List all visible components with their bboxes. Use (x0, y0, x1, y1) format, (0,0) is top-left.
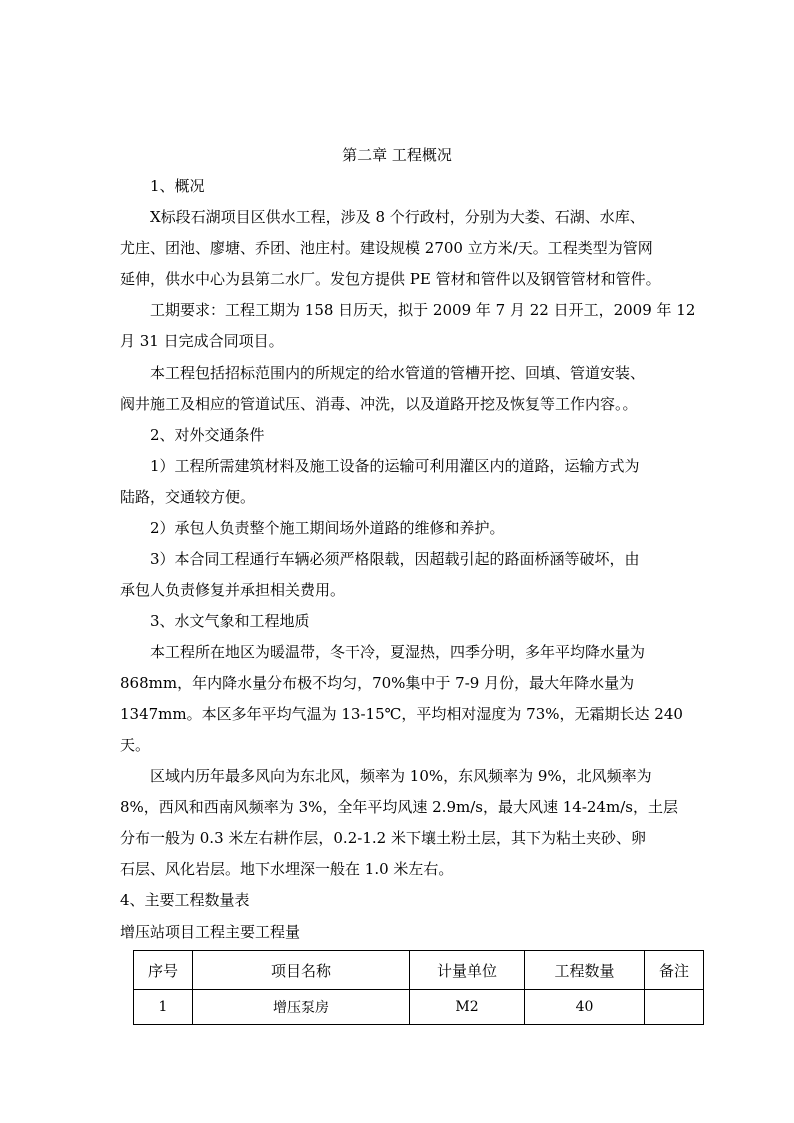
paragraph-line: 8%，西风和西南风频率为 3%，全年平均风速 2.9m/s，最大风速 14-24m/s，土层 (120, 798, 678, 816)
cell-unit: M2 (410, 990, 525, 1025)
table-header-row (134, 951, 704, 990)
header-cell-unit: 计量单位 (410, 951, 525, 990)
paragraph-line: X标段石湖项目区供水工程，涉及 8 个行政村，分别为大娄、石湖、水库、 (150, 208, 645, 226)
paragraph-line: 1）工程所需建筑材料及施工设备的运输可利用灌区内的道路，运输方式为 (150, 457, 640, 475)
paragraph-line: 承包人负责修复并承担相关费用。 (120, 581, 346, 599)
paragraph-line: 4、主要工程数量表 (120, 891, 250, 909)
quantity-table (133, 950, 704, 1025)
header-cell-remark: 备注 (645, 951, 704, 990)
paragraph-line: 本工程包括招标范围内的所规定的给水管道的管槽开挖、回填、管道安装、 (150, 364, 646, 382)
cell-item: 增压泵房 (193, 990, 410, 1025)
paragraph-line: 3）本合同工程通行车辆必须严格限载，因超载引起的路面桥涵等破坏，由 (150, 550, 640, 568)
paragraph-line: 延伸，供水中心为县第二水厂。发包方提供 PE 管材和管件以及钢管管材和管件。 (120, 270, 661, 288)
paragraph-line: 工期要求：工程工期为 158 日历天，拟于 2009 年 7 月 22 日开工，2009 年 12 (150, 301, 696, 319)
paragraph-line: 本工程所在地区为暖温带，冬干冷，夏湿热，四季分明，多年平均降水量为 (150, 643, 646, 661)
paragraph-line: 3、水文气象和工程地质 (150, 612, 310, 630)
header-cell-item: 项目名称 (193, 951, 410, 990)
paragraph-line: 868mm，年内降水量分布极不均匀，70%集中于 7-9 月份，最大年降水量为 (120, 674, 635, 692)
cell-quantity: 40 (525, 990, 645, 1025)
cell-no: 1 (134, 990, 193, 1025)
paragraph-line: 陆路，交通较方便。 (120, 488, 256, 506)
header-cell-no: 序号 (134, 951, 193, 990)
paragraph-line: 2、对外交通条件 (150, 426, 265, 444)
paragraph-line: 分布一般为 0.3 米左右耕作层，0.2-1.2 米下壤土粉土层，其下为粘土夹砂、卵 (120, 829, 646, 847)
paragraph-line: 1347mm。本区多年平均气温为 13-15℃，平均相对湿度为 73%，无霜期长达 240 (120, 705, 683, 723)
paragraph-line: 1、概况 (150, 177, 205, 195)
table-row (134, 990, 704, 1025)
header-cell-quantity: 工程数量 (525, 951, 645, 990)
paragraph-line: 天。 (120, 736, 151, 754)
paragraph-line: 石层、风化岩层。地下水埋深一般在 1.0 米左右。 (120, 860, 454, 878)
cell-remark (645, 990, 704, 1025)
paragraph-line: 2）承包人负责整个施工期间场外道路的维修和养护。 (150, 519, 505, 537)
paragraph-line: 月 31 日完成合同项目。 (120, 332, 284, 350)
paragraph-line: 区域内历年最多风向为东北风，频率为 10%，东风频率为 9%，北风频率为 (150, 767, 652, 785)
paragraph-line: 增压站项目工程主要工程量 (120, 923, 301, 941)
paragraph-line: 尤庄、团池、廖塘、乔团、池庄村。建设规模 2700 立方米/天。工程类型为管网 (120, 239, 653, 257)
chapter-title: 第二章 工程概况 (342, 146, 452, 164)
paragraph-line: 阀井施工及相应的管道试压、消毒、冲洗，以及道路开挖及恢复等工作内容。。 (120, 395, 638, 413)
